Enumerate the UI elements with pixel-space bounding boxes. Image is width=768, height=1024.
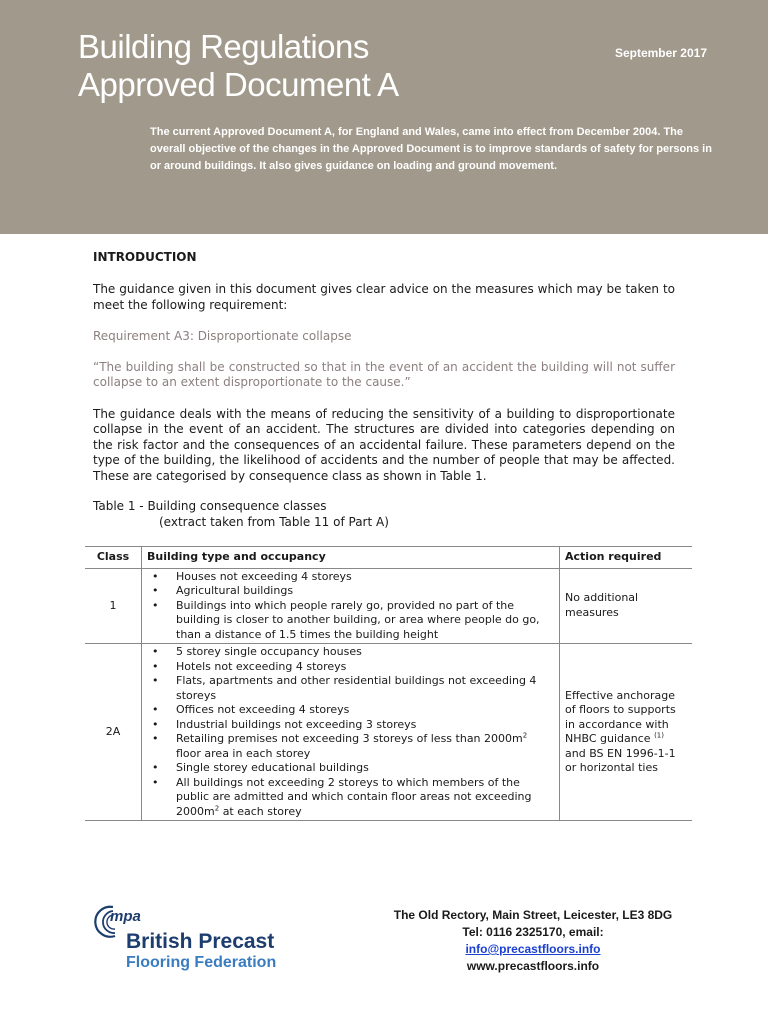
header-banner bbox=[0, 0, 768, 234]
requirement-quote: “The building shall be constructed so that in the event of an accident the building will not suffer collapse to an extent disproportionate to the cause.” bbox=[93, 359, 675, 389]
summary-text: The current Approved Document A, for England and Wales, came into effect from December 2004. The overall objective of the changes in the Approved Document is to improve standards of safety for persons in or around buildings. It also gives guidance on loading and ground movement. bbox=[150, 126, 712, 172]
superscript-squared: 2 bbox=[214, 803, 220, 812]
list-item bbox=[147, 776, 554, 820]
list-item: • Offices not exceeding 4 storeys bbox=[147, 703, 554, 718]
list-item: • Flats, apartments and other residential buildings not exceeding 4 storeys bbox=[147, 674, 554, 703]
list-item: • Buildings into which people rarely go, provided no part of the building is closer to another building, or area where people do go, than a distance of 1.5 times the building height bbox=[147, 599, 554, 643]
list-item: • Houses not exceeding 4 storeys bbox=[147, 570, 554, 585]
table-row bbox=[85, 568, 692, 644]
publication-date: September 2017 bbox=[614, 46, 707, 60]
building-type-list bbox=[147, 645, 554, 819]
list-item: • Hotels not exceeding 4 storeys bbox=[147, 660, 554, 675]
retail-text-cont: floor area in each storey bbox=[176, 746, 311, 760]
email-link[interactable]: info@precastfloors.info bbox=[465, 942, 601, 956]
public-text: All buildings not exceeding 2 storeys to which members of the public are admitted and which contain floor areas not exceeding 2000m bbox=[176, 775, 532, 818]
consequence-class-table bbox=[85, 546, 692, 821]
class-cell: 2A bbox=[85, 644, 142, 821]
bpff-logo bbox=[93, 903, 313, 975]
list-item: • Agricultural buildings bbox=[147, 584, 554, 599]
public-text-cont: at each storey bbox=[222, 804, 302, 818]
table-row bbox=[85, 644, 692, 821]
title-line-2: Approved Document A bbox=[78, 66, 399, 103]
header-building-type: Building type and occupancy bbox=[142, 547, 560, 569]
contact-block bbox=[368, 907, 698, 975]
building-type-cell bbox=[142, 644, 560, 821]
document-title bbox=[78, 28, 399, 104]
superscript-squared: 2 bbox=[522, 731, 528, 740]
action-text: Effective anchorage of floors to supports in accordance with NHBC guidance bbox=[565, 688, 676, 745]
table-caption bbox=[93, 499, 675, 530]
action-text-cont: and BS EN 1996-1-1 or horizontal ties bbox=[565, 746, 676, 774]
list-item: • 5 storey single occupancy houses bbox=[147, 645, 554, 660]
action-cell bbox=[560, 644, 693, 821]
title-line-1: Building Regulations bbox=[78, 28, 369, 65]
logo-british-precast: British Precast bbox=[126, 930, 275, 953]
building-type-cell bbox=[142, 568, 560, 644]
guidance-paragraph: The guidance deals with the means of reducing the sensitivity of a building to disproportionate collapse in the event of an accident. The structures are divided into categories depending on the risk factor and the consequences of an accidental failure. These parameters depend on the type of the building, the likelihood of accidents and the number of people that may be affected. These are categorised by consequence class as shown in Table 1. bbox=[93, 406, 675, 483]
table-header-row bbox=[85, 547, 692, 569]
header-class: Class bbox=[85, 547, 142, 569]
intro-paragraph: The guidance given in this document gives clear advice on the measures which may be taken to meet the following requirement: bbox=[93, 282, 675, 312]
header-action: Action required bbox=[560, 547, 693, 569]
body-content bbox=[93, 250, 675, 530]
list-item bbox=[147, 732, 554, 761]
table-caption-title: Table 1 - Building consequence classes bbox=[93, 499, 327, 513]
building-type-list bbox=[147, 570, 554, 643]
phone: Tel: 0116 2325170, email: bbox=[462, 925, 604, 939]
address: The Old Rectory, Main Street, Leicester, LE3 8DG bbox=[393, 908, 673, 922]
list-item: • Single storey educational buildings bbox=[147, 761, 554, 776]
list-item: • Industrial buildings not exceeding 3 storeys bbox=[147, 718, 554, 733]
logo-mpa-text: mpa bbox=[110, 908, 141, 925]
section-heading: INTRODUCTION bbox=[93, 250, 197, 264]
website-link[interactable]: www.precastfloors.info bbox=[466, 959, 600, 973]
class-cell: 1 bbox=[85, 568, 142, 644]
retail-text: Retailing premises not exceeding 3 storeys of less than 2000m bbox=[176, 732, 523, 745]
footnote-marker: (1) bbox=[654, 731, 664, 740]
requirement-label: Requirement A3: Disproportionate collapse bbox=[93, 329, 352, 343]
action-cell: No additional measures bbox=[560, 568, 693, 644]
table-caption-subtitle: (extract taken from Table 11 of Part A) bbox=[159, 514, 389, 529]
logo-flooring-federation: Flooring Federation bbox=[126, 954, 277, 971]
